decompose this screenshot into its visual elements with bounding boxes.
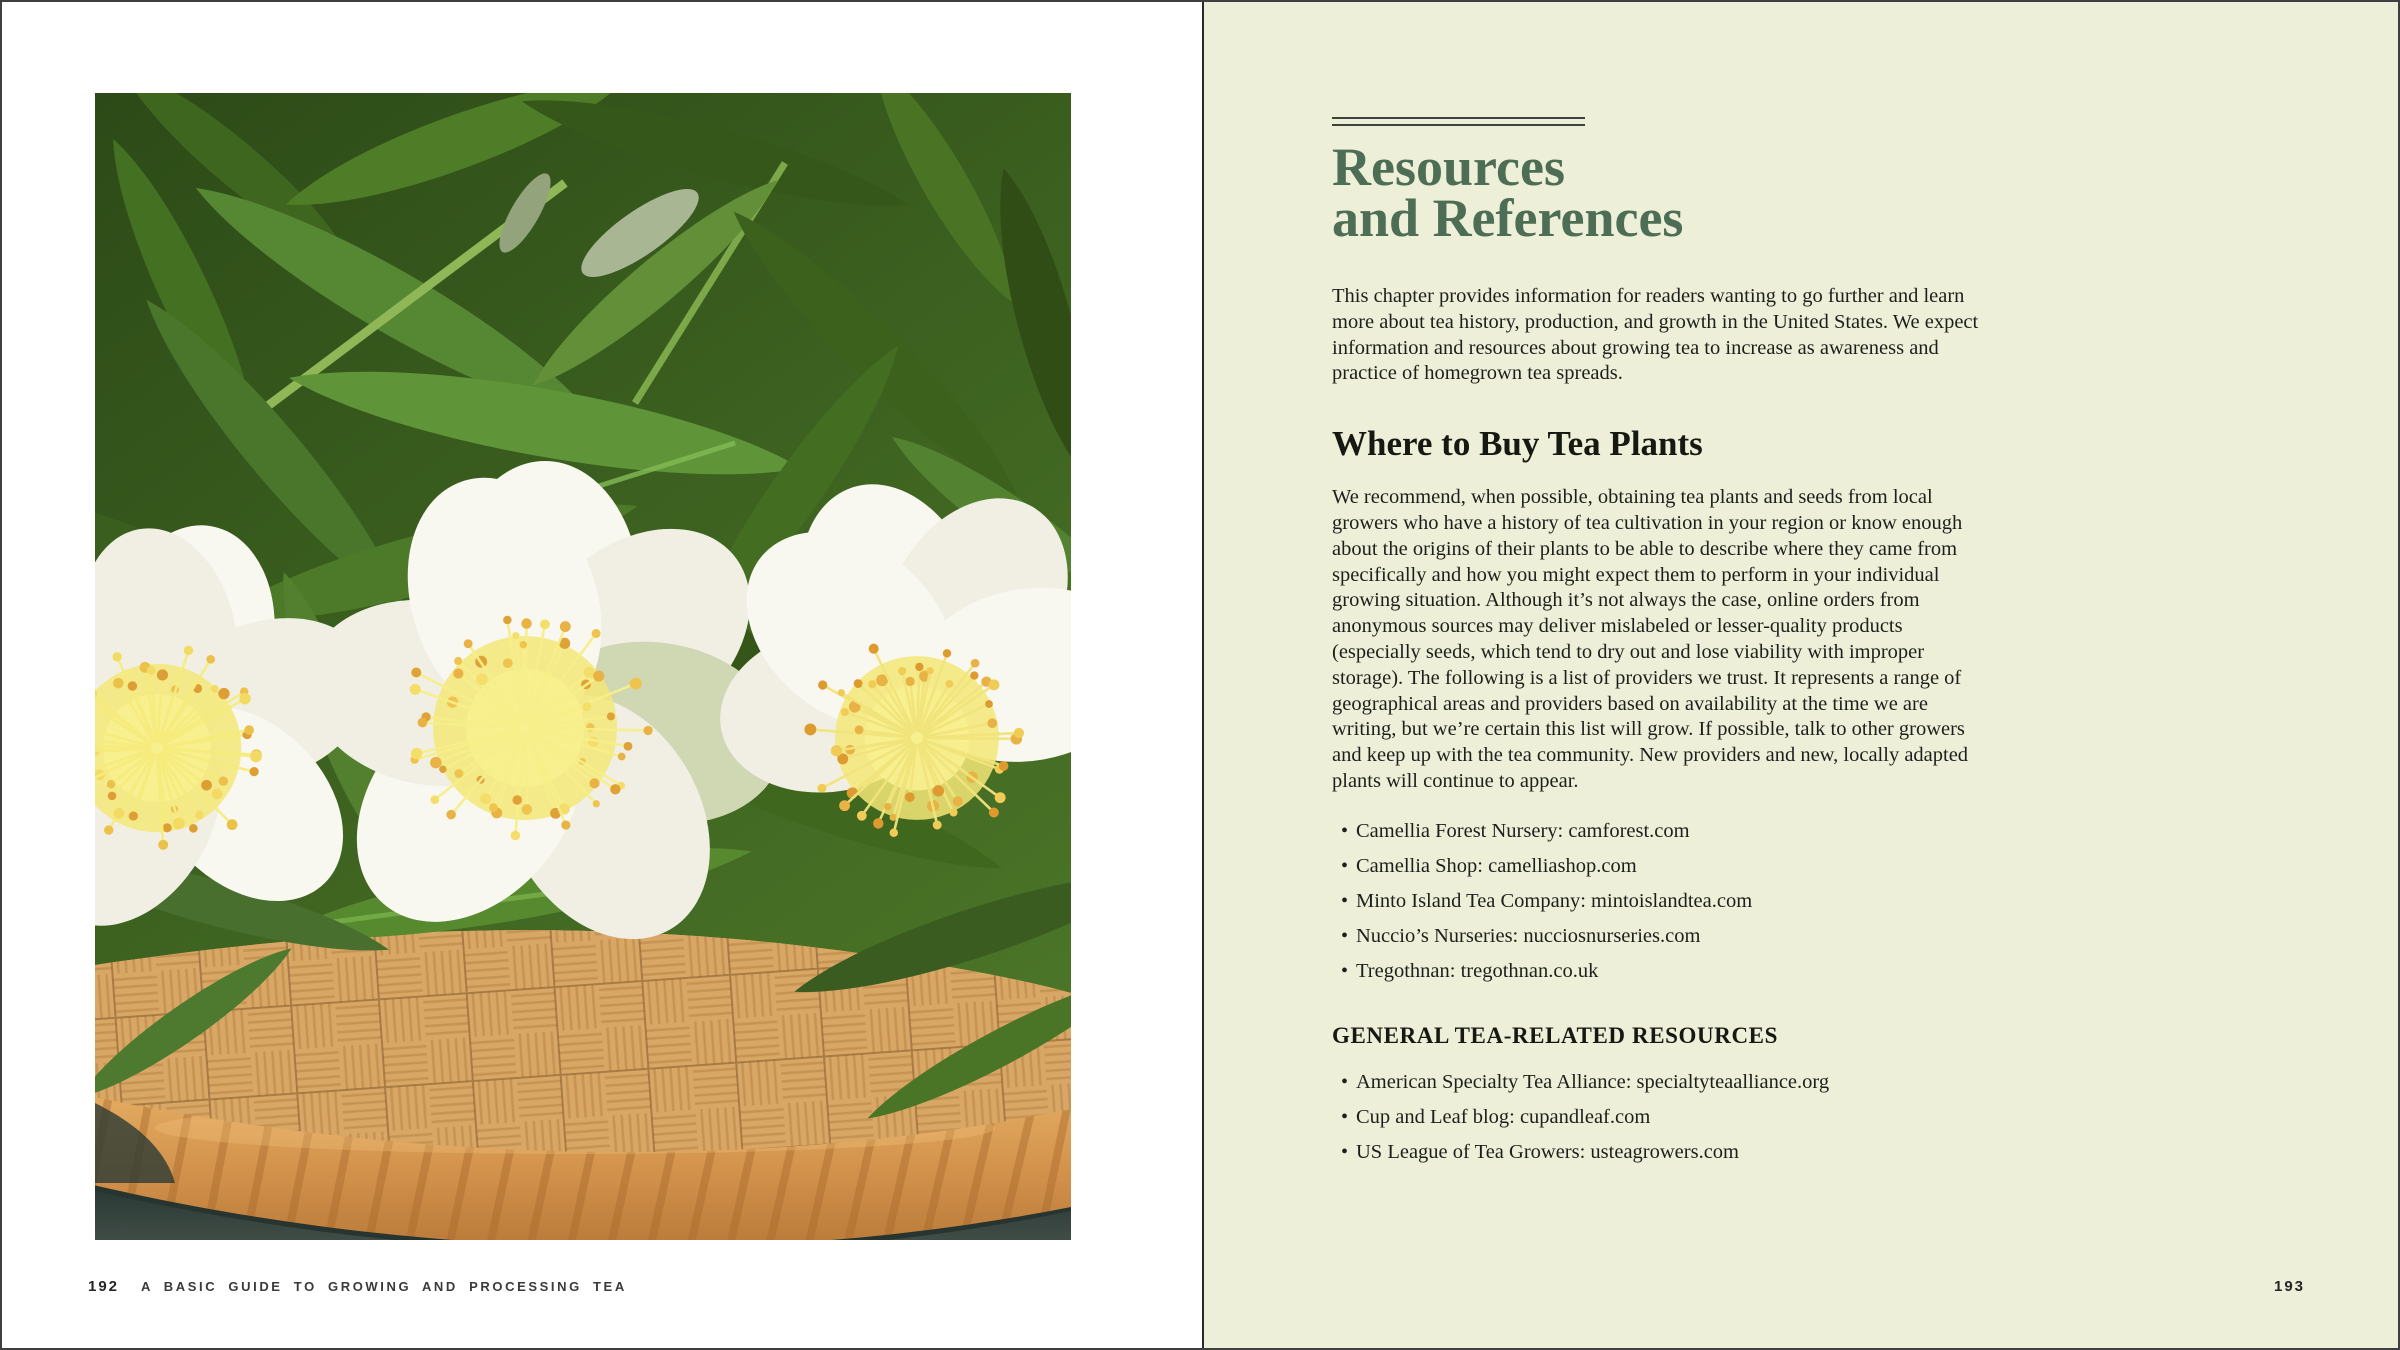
left-page-number: 192 [88,1278,120,1295]
list-item: • Minto Island Tea Company: mintoislandtea.com [1332,890,1980,912]
tea-leaves-basket-photo [95,93,1071,1240]
right-page [1202,2,2400,1348]
running-book-title: A BASIC GUIDE TO GROWING AND PROCESSING TEA [141,1279,627,1294]
list-item: • Tregothnan: tregothnan.co.uk [1332,960,1980,982]
double-rule [1332,117,1585,126]
list-item: • American Specialty Tea Alliance: specialtyteaalliance.org [1332,1071,1980,1093]
chapter-intro: This chapter provides information for readers wanting to go further and learn more about tea history, production, and growth in the United States. We expect information and resources about growing tea to increase as awareness and practice of homegrown tea spreads. [1332,285,1979,385]
list-item: • Camellia Forest Nursery: camforest.com [1332,820,1980,842]
section-heading-general-resources: GENERAL TEA-RELATED RESOURCES [1332,1022,1778,1048]
list-item: • Cup and Leaf blog: cupandleaf.com [1332,1106,1980,1128]
list-item: • Camellia Shop: camelliashop.com [1332,855,1980,877]
section-heading-where-to-buy: Where to Buy Tea Plants [1332,424,1703,464]
right-page-number: 193 [2274,1278,2306,1295]
list-item: • US League of Tea Growers: usteagrowers.com [1332,1141,1980,1163]
general-resource-list [1332,1071,1980,1163]
left-page [2,2,1200,1348]
chapter-title: Resources and References [1332,137,1684,248]
section-body-where-to-buy: We recommend, when possible, obtaining tea plants and seeds from local growers who have a history of tea cultivation in your region or know enough about the origins of their plants to be able to describe where they came from specifically and how you might expect them to perform in your individual growing situation. Although it’s not always the case, online orders from anonymous sources may deliver mislabeled or lesser-quality products (especially seeds, which tend to dry out and lose viability with improper storage). The following is a list of providers we trust. It represents a range of geographical areas and providers based on availability at the time we are writing, but we’re certain this list will grow. If possible, talk to other growers and keep up with the tea community. New providers and new, locally adapted plants will continue to appear. [1332,486,1969,792]
list-item: • Nuccio’s Nurseries: nucciosnurseries.com [1332,925,1980,947]
provider-list [1332,820,1980,982]
left-page-footer [88,1278,627,1295]
